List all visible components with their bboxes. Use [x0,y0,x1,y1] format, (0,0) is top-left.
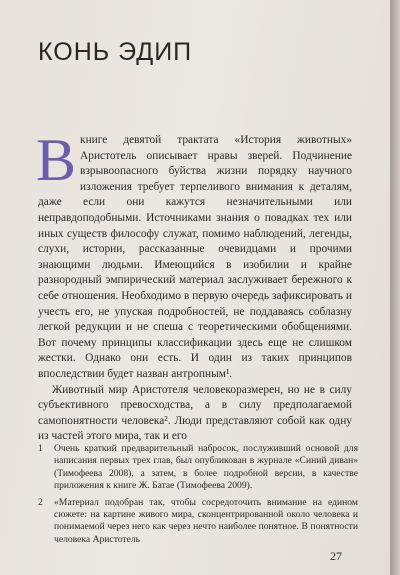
paragraph-2: Животный мир Аристотеля человекоразмерен, но не в силу субъективного превосходства, а в силу предполагаемой самопонятности человека². Люди представляют собой как одну из частей этого мира, так и его [38,383,352,443]
footnote-number: 1 [38,443,43,454]
paragraph-1 [36,127,352,383]
footnote [38,443,358,493]
footnote [38,497,358,547]
footnote-text: Очень краткий предварительный набросок, послуживший основой для написания первых трех глав, был опубликован в журнале «Синий диван» (Тимофеева 2008), а затем, в более подробной версии, в качестве приложения к книге Ж. Батае (Тимофеева 2009). [54,443,358,492]
footnote-text: «Материал подобран так, чтобы сосредоточить внимание на едином сюжете: на картине живого мира, сконцентрированной около человека и понимаемой через него как через нечто наиболее понятное. В понятности человека Аристотель [54,496,358,545]
book-spine-edge [390,0,400,575]
drop-cap: В [36,127,77,193]
chapter-title: КОНЬ ЭДИП [38,38,193,66]
footnotes [38,443,358,550]
footnote-number: 2 [38,496,43,508]
main-text [36,127,352,445]
page-number: 27 [330,549,342,563]
paragraph-1-text: книге девятой трактата «История животных» Аристотель описывает нравы зверей. Подчинение взрывоопасного буйства жизни порядку научного изложения требует терпеливого внимания к деталям, даже если они кажутся незначительными или неправдоподобными. Источниками знания о повадках тех или иных существ философу служат, помимо наблюдений, легенды, слухи, истории, рассказанные очевидцами и прочими знающими людьми. Имеющийся в изобилии и крайне разнородный эмпирический материал заслуживает бережного к себе отношения. Необходимо в первую очередь зафиксировать и учесть его, не упуская подробностей, не поддаваясь соблазну легкой редукции и не спеша с теоретическими обобщениями. Вот почему принципы классификации здесь еще не слишком жестки. Однако они есть. И один из таких принципов впоследствии будет назван антропным¹. [38,134,352,380]
